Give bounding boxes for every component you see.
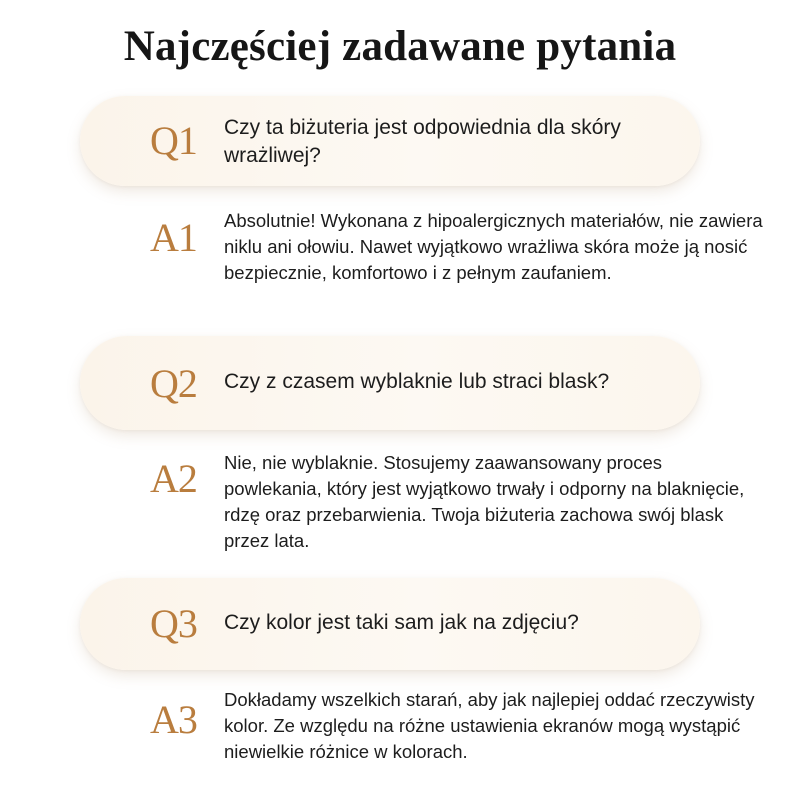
question-text-3: Czy kolor jest taki sam jak na zdjęciu? — [224, 611, 579, 634]
question-marker-3: Q3 — [150, 601, 197, 646]
answer-text-1: Absolutnie! Wykonana z hipoalergicznych materiałów, nie zawiera niklu ani ołowiu. Nawet wyjątkowo wrażliwa skóra może ją nosić bezpiecznie, komfortowo i z pełnym zaufaniem. — [224, 210, 763, 283]
question-marker-2: Q2 — [150, 361, 197, 406]
answer-marker-1: A1 — [150, 215, 197, 260]
question-text-2: Czy z czasem wyblaknie lub straci blask? — [224, 370, 610, 393]
question-text-1: Czy ta biżuteria jest odpowiednia dla skóry wrażliwej? — [224, 116, 621, 167]
question-marker-1: Q1 — [150, 118, 197, 163]
answer-marker-3: A3 — [150, 697, 197, 742]
page-title: Najczęściej zadawane pytania — [123, 23, 677, 70]
answer-marker-2: A2 — [150, 456, 197, 501]
answer-text-2: Nie, nie wyblaknie. Stosujemy zaawansowany proces powlekania, który jest wyjątkowo trwały i odporny na blaknięcie, rdzę oraz przebarwienia. Twoja biżuteria zachowa swój blask przez lata. — [224, 452, 745, 551]
answer-text-3: Dokładamy wszelkich starań, aby jak najlepiej oddać rzeczywisty kolor. Ze względu na różne ustawienia ekranów mogą wystąpić niewielkie różnice w kolorach. — [224, 689, 755, 762]
